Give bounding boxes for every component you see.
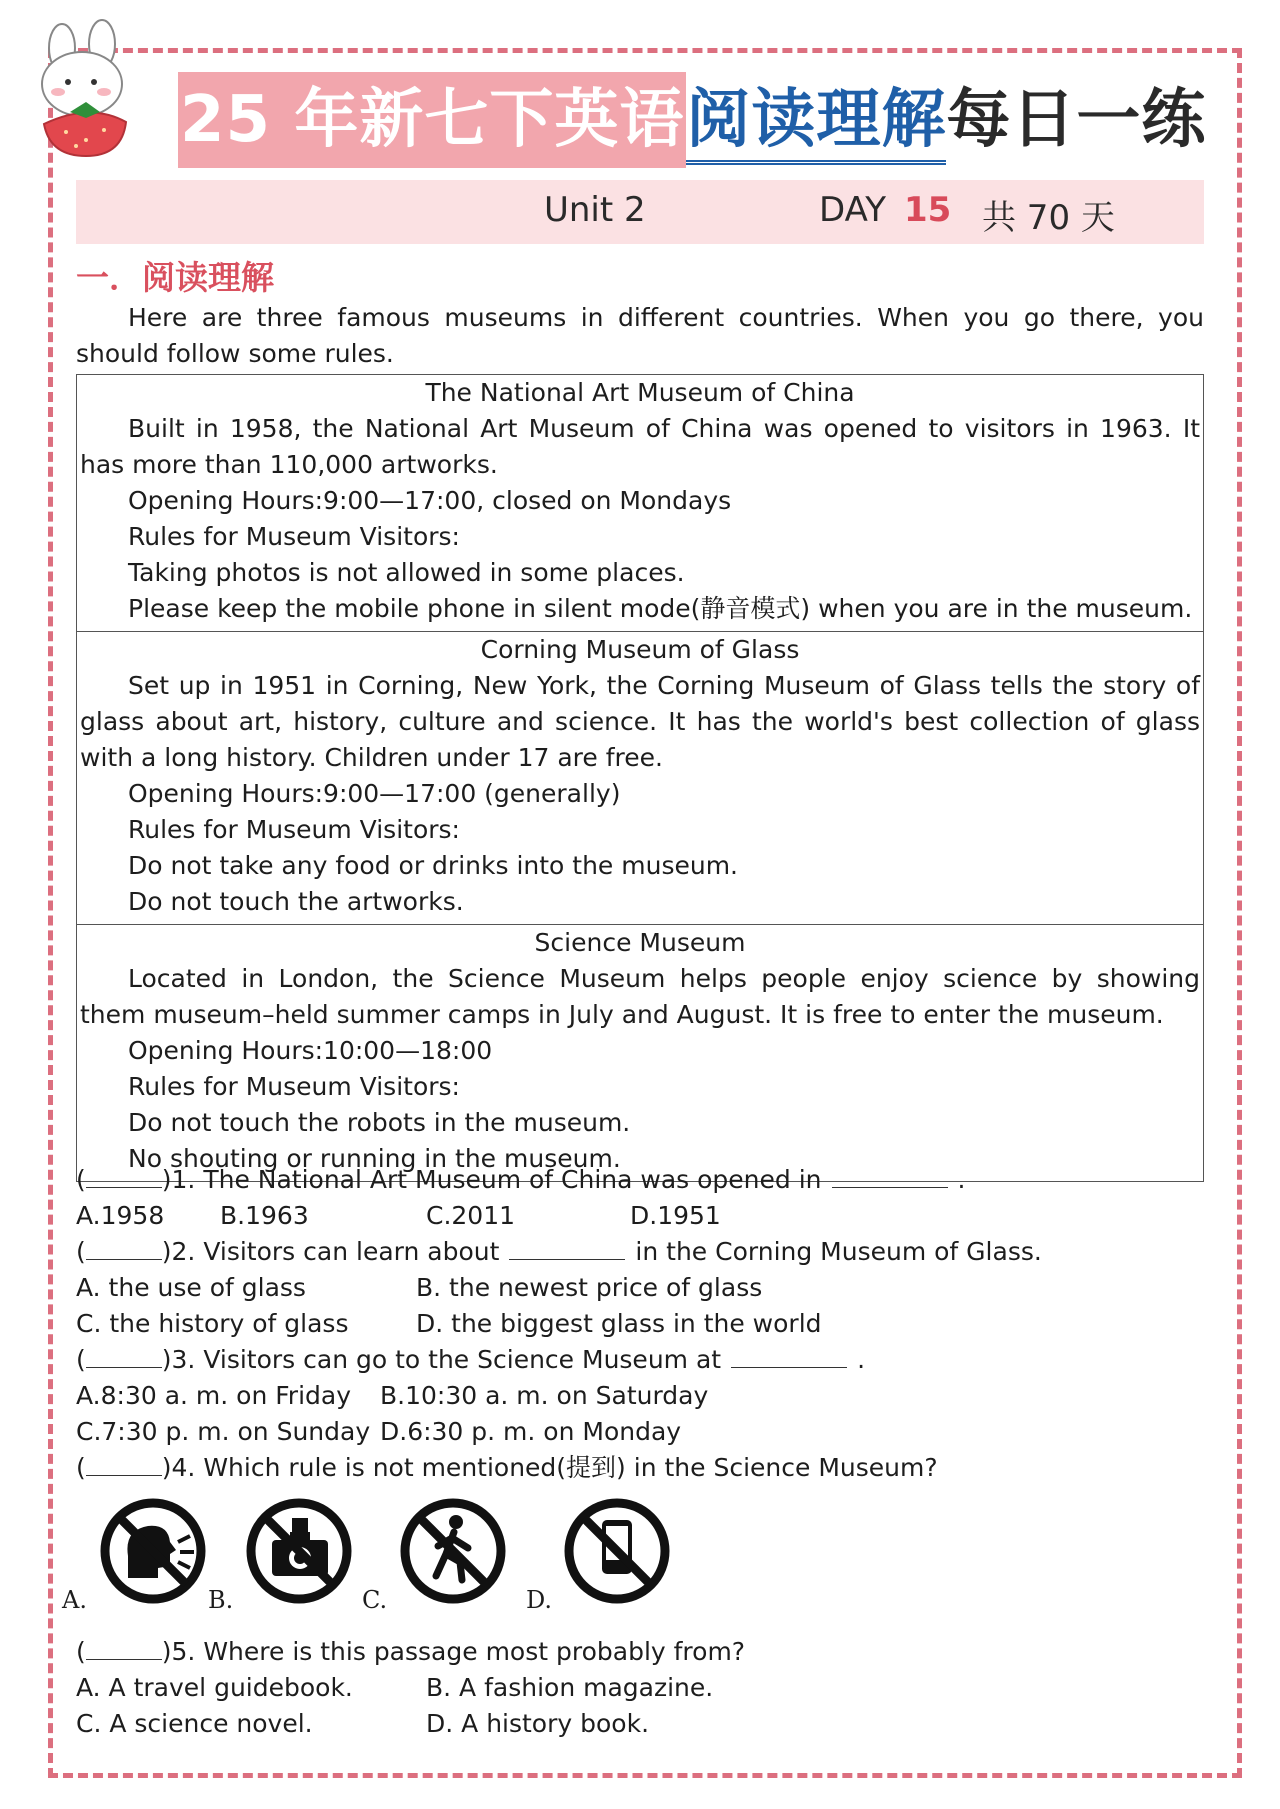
- answer-blank[interactable]: [86, 1165, 162, 1188]
- museum-box: [77, 632, 1203, 925]
- museum-box: [77, 375, 1203, 632]
- options-row: [76, 1414, 1216, 1450]
- answer-blank[interactable]: [86, 1453, 162, 1476]
- options-row: [76, 1670, 1216, 1706]
- museum-description: Built in 1958, the National Art Museum of China was opened to visitors in 1963. It has more than 110,000 artworks.: [80, 414, 1200, 479]
- option-b[interactable]: B.: [208, 1586, 234, 1614]
- option-b[interactable]: B. A fashion magazine.: [426, 1673, 714, 1702]
- option-d[interactable]: D.: [526, 1586, 553, 1614]
- museum-rule: No shouting or running in the museum.: [128, 1144, 621, 1173]
- museum-rule: Taking photos is not allowed in some places.: [128, 558, 685, 587]
- no-shouting-icon[interactable]: [98, 1496, 208, 1606]
- answer-blank[interactable]: [86, 1237, 162, 1260]
- options-row: [76, 1198, 1216, 1234]
- museum-description: Located in London, the Science Museum helps people enjoy science by showing them museum–held summer camps in July and August. It is free to enter the museum.: [80, 964, 1200, 1029]
- sign-options: [62, 1486, 1216, 1634]
- question-3: ( )3. Visitors can go to the Science Museum at .: [76, 1345, 866, 1374]
- option-a[interactable]: A. the use of glass: [76, 1273, 306, 1302]
- question-text: 3. Visitors can go to the Science Museum at: [171, 1345, 722, 1374]
- option-d[interactable]: D. the biggest glass in the world: [416, 1309, 822, 1338]
- unit-label: Unit 2: [544, 190, 646, 230]
- museum-box: [77, 925, 1203, 1181]
- section-heading: 一．阅读理解: [76, 258, 274, 297]
- question-2: ( )2. Visitors can learn about in the Corning Museum of Glass.: [76, 1237, 1042, 1266]
- museum-name: The National Art Museum of China: [425, 378, 855, 407]
- museum-rule: Do not touch the robots in the museum.: [128, 1108, 631, 1137]
- bunny-strawberry-icon: [30, 18, 140, 158]
- title-part-1: 25 年新七下英语: [178, 72, 686, 168]
- option-d[interactable]: D. A history book.: [426, 1709, 650, 1738]
- question-text: 1. The National Art Museum of China was opened in: [171, 1165, 822, 1194]
- page-title: [178, 72, 1206, 168]
- no-running-icon[interactable]: [398, 1496, 508, 1606]
- intro-paragraph: [76, 300, 1204, 372]
- no-photography-icon[interactable]: [244, 1496, 354, 1606]
- question-text: 2. Visitors can learn about: [171, 1237, 500, 1266]
- museum-name: Science Museum: [534, 928, 746, 957]
- fill-blank: [509, 1237, 625, 1260]
- question-4: ( )4. Which rule is not mentioned(提到) in the Science Museum?: [76, 1453, 938, 1482]
- museum-rule: Do not touch the artworks.: [128, 887, 464, 916]
- question-text: 4. Which rule is not mentioned(提到) in the Science Museum?: [171, 1453, 938, 1482]
- options-row: [76, 1306, 1216, 1342]
- question-text: 5. Where is this passage most probably from?: [171, 1637, 746, 1666]
- option-b[interactable]: B.1963: [220, 1201, 309, 1230]
- options-row: [76, 1378, 1216, 1414]
- question-suffix: .: [857, 1345, 866, 1374]
- option-d[interactable]: D.1951: [630, 1201, 721, 1230]
- option-d[interactable]: D.6:30 p. m. on Monday: [380, 1417, 682, 1446]
- option-a[interactable]: A. A travel guidebook.: [76, 1673, 353, 1702]
- fill-blank: [731, 1345, 847, 1368]
- day-label: DAY: [819, 190, 886, 230]
- museum-rule: Do not take any food or drinks into the museum.: [128, 851, 738, 880]
- question-suffix: in the Corning Museum of Glass.: [635, 1237, 1042, 1266]
- answer-blank[interactable]: [86, 1637, 162, 1660]
- question-5: ( )5. Where is this passage most probably from?: [76, 1637, 746, 1666]
- option-c[interactable]: C. A science novel.: [76, 1709, 313, 1738]
- day-number: 15: [904, 190, 952, 230]
- option-c[interactable]: C.: [362, 1586, 388, 1614]
- option-a[interactable]: A.1958: [76, 1201, 165, 1230]
- question-suffix: .: [957, 1165, 966, 1194]
- answer-blank[interactable]: [86, 1345, 162, 1368]
- title-part-2: 阅读理解: [686, 80, 946, 165]
- museum-rules-label: Rules for Museum Visitors:: [128, 1072, 460, 1101]
- option-c[interactable]: C.7:30 p. m. on Sunday: [76, 1417, 371, 1446]
- museum-description: Set up in 1951 in Corning, New York, the Corning Museum of Glass tells the story of glass about art, history, culture and science. It has the world's best collection of glass with a long history. Children under 17 are free.: [80, 671, 1200, 772]
- option-c[interactable]: C.2011: [426, 1201, 516, 1230]
- museum-rules-label: Rules for Museum Visitors:: [128, 522, 460, 551]
- museum-rule: Please keep the mobile phone in silent mode(静音模式) when you are in the museum.: [128, 594, 1193, 623]
- option-a[interactable]: A.8:30 a. m. on Friday: [76, 1381, 352, 1410]
- museum-table: [76, 374, 1204, 1182]
- no-phone-icon[interactable]: [562, 1496, 672, 1606]
- museum-hours: Opening Hours:9:00—17:00 (generally): [128, 779, 621, 808]
- option-a[interactable]: A.: [62, 1586, 87, 1614]
- option-c[interactable]: C. the history of glass: [76, 1309, 349, 1338]
- question-list: [62, 1162, 1216, 1742]
- title-part-3: 每日一练: [946, 83, 1207, 157]
- museum-name: Corning Museum of Glass: [480, 635, 800, 664]
- total-days: 共 70 天: [982, 198, 1115, 238]
- museum-hours: Opening Hours:10:00—18:00: [128, 1036, 493, 1065]
- fill-blank: [832, 1165, 948, 1188]
- option-b[interactable]: B. the newest price of glass: [416, 1273, 763, 1302]
- options-row: [76, 1706, 1216, 1742]
- option-b[interactable]: B.10:30 a. m. on Saturday: [380, 1381, 709, 1410]
- unit-bar: [76, 180, 1204, 244]
- museum-rules-label: Rules for Museum Visitors:: [128, 815, 460, 844]
- options-row: [76, 1270, 1216, 1306]
- question-1: ( )1. The National Art Museum of China was opened in .: [76, 1165, 966, 1194]
- intro-text: Here are three famous museums in different countries. When you go there, you should follow some rules.: [76, 303, 1204, 368]
- museum-hours: Opening Hours:9:00—17:00, closed on Mondays: [128, 486, 732, 515]
